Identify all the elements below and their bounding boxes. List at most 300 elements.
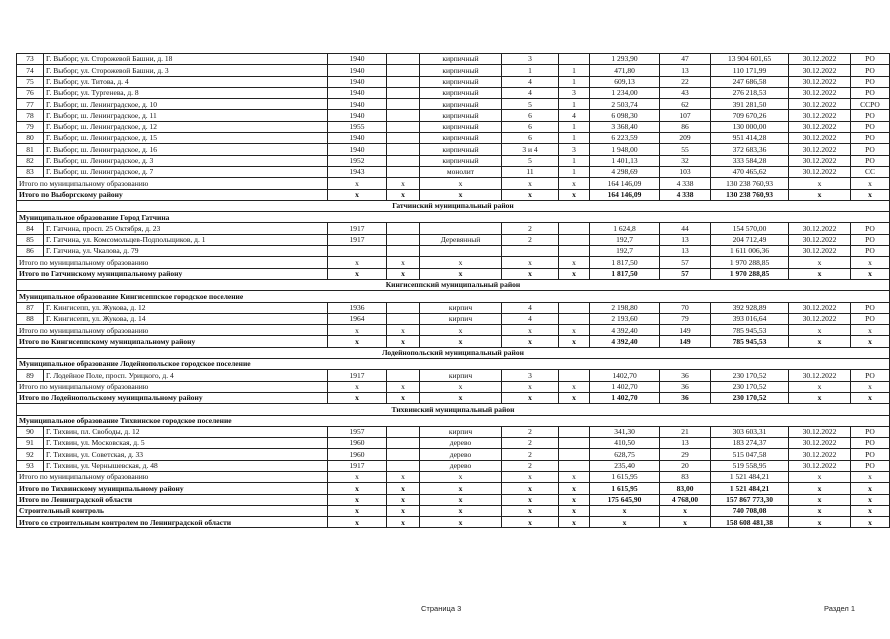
- table-row: [17, 302, 890, 313]
- cell-year-reconstruction: [387, 370, 420, 381]
- table-row: [17, 99, 890, 110]
- cell-row-number: 90: [17, 426, 44, 437]
- cell-year-built: 1917: [328, 234, 387, 245]
- cell-address: Г. Выборг, ш. Ленинградское, д. 11: [44, 110, 328, 121]
- cell-year-reconstruction: [387, 76, 420, 87]
- cell-wall-material: кирпичный: [420, 87, 502, 98]
- cell-completion-date: 30.12.2022: [789, 449, 851, 460]
- cell-completion-date: 30.12.2022: [789, 460, 851, 471]
- cell-entrances: [559, 426, 590, 437]
- cell-repair-method: РО: [851, 144, 890, 155]
- cell-year-reconstruction: x: [387, 189, 420, 200]
- grand-total-row: [17, 483, 890, 494]
- cell-address: Г. Выборг, ш. Ленинградское, д. 3: [44, 155, 328, 166]
- cell-cost: 391 281,50: [711, 99, 789, 110]
- cell-repair-method: РО: [851, 449, 890, 460]
- cell-row-number: 91: [17, 438, 44, 449]
- cell-entrances: x: [559, 325, 590, 336]
- total-label: Итого по муниципальному образованию: [17, 325, 328, 336]
- cell-completion-date: 30.12.2022: [789, 121, 851, 132]
- table-row: [17, 76, 890, 87]
- cell-floors: 4: [502, 76, 559, 87]
- cell-residents: 4 338: [660, 178, 711, 189]
- cell-residents: 55: [660, 144, 711, 155]
- cell-residents: 22: [660, 76, 711, 87]
- cell-repair-method: СС: [851, 166, 890, 177]
- cell-floors: [502, 246, 559, 257]
- cell-completion-date: 30.12.2022: [789, 438, 851, 449]
- cell-year-built: x: [328, 483, 387, 494]
- cell-residents: 79: [660, 313, 711, 324]
- cell-address: Г. Кингисепп, ул. Жукова, д. 14: [44, 313, 328, 324]
- cell-wall-material: кирпичный: [420, 133, 502, 144]
- cell-wall-material: кирпичный: [420, 65, 502, 76]
- cell-year-built: x: [328, 189, 387, 200]
- cell-floors: 2: [502, 438, 559, 449]
- cell-completion-date: 30.12.2022: [789, 234, 851, 245]
- cell-row-number: 83: [17, 166, 44, 177]
- cell-residents: 44: [660, 223, 711, 234]
- cell-year-reconstruction: x: [387, 494, 420, 505]
- cell-area: 341,30: [590, 426, 660, 437]
- cell-repair-method: x: [851, 268, 890, 279]
- cell-floors: x: [502, 189, 559, 200]
- cell-year-reconstruction: [387, 155, 420, 166]
- cell-floors: x: [502, 325, 559, 336]
- cell-entrances: [559, 246, 590, 257]
- cell-floors: x: [502, 381, 559, 392]
- cell-row-number: 85: [17, 234, 44, 245]
- cell-entrances: [559, 302, 590, 313]
- cell-cost: 230 170,52: [711, 381, 789, 392]
- table-row: [17, 438, 890, 449]
- cell-repair-method: РО: [851, 223, 890, 234]
- cell-wall-material: дерево: [420, 449, 502, 460]
- district-header-row: [17, 200, 890, 211]
- cell-year-reconstruction: [387, 460, 420, 471]
- cell-year-reconstruction: x: [387, 178, 420, 189]
- cell-wall-material: [420, 246, 502, 257]
- cell-year-reconstruction: x: [387, 483, 420, 494]
- cell-year-built: 1940: [328, 65, 387, 76]
- cell-area: 1 817,50: [590, 268, 660, 279]
- cell-floors: 6: [502, 121, 559, 132]
- subtotal-row: [17, 381, 890, 392]
- cell-address: Г. Выборг, ш. Ленинградское, д. 10: [44, 99, 328, 110]
- cell-cost: 951 414,28: [711, 133, 789, 144]
- cell-entrances: 3: [559, 87, 590, 98]
- cell-repair-method: x: [851, 483, 890, 494]
- municipality-header-row: [17, 291, 890, 302]
- subtotal-row: [17, 178, 890, 189]
- table-row: [17, 460, 890, 471]
- cell-address: Г. Тихвин, ул. Московская, д. 5: [44, 438, 328, 449]
- cell-address: Г. Гатчина, ул. Комсомольцев-Подпольщиков, д. 1: [44, 234, 328, 245]
- cell-wall-material: Деревянный: [420, 234, 502, 245]
- cell-year-reconstruction: x: [387, 268, 420, 279]
- cell-area: 192,7: [590, 246, 660, 257]
- cell-year-reconstruction: [387, 99, 420, 110]
- cell-year-built: 1940: [328, 54, 387, 65]
- grand-total-row: [17, 392, 890, 403]
- cell-row-number: 89: [17, 370, 44, 381]
- cell-row-number: 78: [17, 110, 44, 121]
- cell-year-reconstruction: [387, 110, 420, 121]
- table-row: [17, 223, 890, 234]
- cell-cost: 1 970 288,85: [711, 268, 789, 279]
- cell-wall-material: x: [420, 381, 502, 392]
- cell-residents: 20: [660, 460, 711, 471]
- cell-floors: x: [502, 257, 559, 268]
- cell-cost: 1 521 484,21: [711, 471, 789, 482]
- cell-row-number: 74: [17, 65, 44, 76]
- cell-cost: 110 171,99: [711, 65, 789, 76]
- cell-residents: 149: [660, 325, 711, 336]
- cell-wall-material: кирпичный: [420, 76, 502, 87]
- cell-area: 1 615,95: [590, 483, 660, 494]
- district-header-row: [17, 347, 890, 358]
- total-label: Итого по Выборгскому району: [17, 189, 328, 200]
- cell-year-reconstruction: x: [387, 336, 420, 347]
- cell-cost: 158 608 481,38: [711, 517, 789, 528]
- cell-repair-method: РО: [851, 460, 890, 471]
- cell-cost: 709 670,26: [711, 110, 789, 121]
- cell-completion-date: x: [789, 505, 851, 516]
- cell-completion-date: x: [789, 178, 851, 189]
- cell-residents: 86: [660, 121, 711, 132]
- cell-entrances: x: [559, 189, 590, 200]
- cell-completion-date: 30.12.2022: [789, 223, 851, 234]
- cell-repair-method: РО: [851, 234, 890, 245]
- cell-entrances: 1: [559, 65, 590, 76]
- cell-year-built: 1917: [328, 370, 387, 381]
- grand-total-row: [17, 505, 890, 516]
- cell-repair-method: РО: [851, 370, 890, 381]
- cell-repair-method: x: [851, 325, 890, 336]
- cell-entrances: x: [559, 381, 590, 392]
- cell-area: 175 645,90: [590, 494, 660, 505]
- municipality-title: Муниципальное образование Кингисеппское городское поселение: [17, 291, 890, 302]
- cell-floors: 2: [502, 460, 559, 471]
- cell-year-built: 1940: [328, 110, 387, 121]
- cell-year-built: 1964: [328, 313, 387, 324]
- cell-repair-method: ССРО: [851, 99, 890, 110]
- cell-repair-method: x: [851, 178, 890, 189]
- cell-wall-material: кирпичный: [420, 144, 502, 155]
- cell-cost: 1 521 484,21: [711, 483, 789, 494]
- cell-cost: 392 928,89: [711, 302, 789, 313]
- cell-cost: 154 570,00: [711, 223, 789, 234]
- cell-row-number: 76: [17, 87, 44, 98]
- cell-wall-material: кирпичный: [420, 99, 502, 110]
- municipality-title: Муниципальное образование Лодейнопольское городское поселение: [17, 359, 890, 370]
- cell-year-built: [328, 246, 387, 257]
- cell-repair-method: РО: [851, 438, 890, 449]
- cell-year-built: 1960: [328, 438, 387, 449]
- cell-year-reconstruction: x: [387, 325, 420, 336]
- cell-row-number: 92: [17, 449, 44, 460]
- cell-address: Г. Лодейное Поле, просп. Урицкого, д. 4: [44, 370, 328, 381]
- cell-residents: 70: [660, 302, 711, 313]
- cell-address: Г. Тихвин, ул. Чернышевская, д. 48: [44, 460, 328, 471]
- total-label: Итого по муниципальному образованию: [17, 381, 328, 392]
- cell-cost: 230 170,52: [711, 392, 789, 403]
- cell-cost: 204 712,49: [711, 234, 789, 245]
- cell-repair-method: РО: [851, 313, 890, 324]
- cell-entrances: 1: [559, 166, 590, 177]
- cell-completion-date: 30.12.2022: [789, 99, 851, 110]
- cell-year-reconstruction: x: [387, 505, 420, 516]
- cell-year-reconstruction: [387, 313, 420, 324]
- cell-address: Г. Выборг, ул. Сторожевой Башни, д. 3: [44, 65, 328, 76]
- cell-year-reconstruction: [387, 65, 420, 76]
- cell-completion-date: x: [789, 381, 851, 392]
- cell-residents: 13: [660, 234, 711, 245]
- cell-row-number: 73: [17, 54, 44, 65]
- cell-address: Г. Выборг, ш. Ленинградское, д. 7: [44, 166, 328, 177]
- cell-entrances: [559, 223, 590, 234]
- grand-total-row: [17, 336, 890, 347]
- cell-year-reconstruction: x: [387, 392, 420, 403]
- cell-area: 1 948,00: [590, 144, 660, 155]
- cell-residents: 29: [660, 449, 711, 460]
- cell-floors: x: [502, 494, 559, 505]
- total-label: Итого по Кингисеппскому муниципальному району: [17, 336, 328, 347]
- cell-residents: 107: [660, 110, 711, 121]
- cell-cost: 393 016,64: [711, 313, 789, 324]
- district-header-row: [17, 279, 890, 290]
- section-label: Раздел 1: [823, 604, 855, 613]
- cell-wall-material: x: [420, 483, 502, 494]
- cell-wall-material: кирпичный: [420, 54, 502, 65]
- cell-floors: 2: [502, 449, 559, 460]
- cell-completion-date: 30.12.2022: [789, 166, 851, 177]
- cell-year-reconstruction: x: [387, 471, 420, 482]
- cell-completion-date: 30.12.2022: [789, 302, 851, 313]
- cell-completion-date: x: [789, 189, 851, 200]
- cell-cost: 130 238 760,93: [711, 189, 789, 200]
- cell-repair-method: x: [851, 257, 890, 268]
- cell-entrances: x: [559, 178, 590, 189]
- cell-wall-material: кирпичный: [420, 110, 502, 121]
- cell-area: 4 298,69: [590, 166, 660, 177]
- cell-entrances: x: [559, 392, 590, 403]
- cell-completion-date: 30.12.2022: [789, 133, 851, 144]
- cell-wall-material: x: [420, 325, 502, 336]
- cell-cost: 157 867 773,30: [711, 494, 789, 505]
- cell-residents: 36: [660, 381, 711, 392]
- cell-entrances: x: [559, 336, 590, 347]
- cell-area: 164 146,09: [590, 189, 660, 200]
- cell-residents: 13: [660, 246, 711, 257]
- cell-wall-material: монолит: [420, 166, 502, 177]
- municipality-header-row: [17, 212, 890, 223]
- cell-year-built: x: [328, 268, 387, 279]
- total-label: Итого со строительным контролем по Ленинградской области: [17, 517, 328, 528]
- cell-wall-material: x: [420, 494, 502, 505]
- cell-row-number: 75: [17, 76, 44, 87]
- cell-floors: x: [502, 268, 559, 279]
- cell-year-reconstruction: [387, 438, 420, 449]
- cell-residents: 57: [660, 268, 711, 279]
- cell-repair-method: x: [851, 392, 890, 403]
- cell-cost: 515 047,58: [711, 449, 789, 460]
- cell-address: Г. Гатчина, ул. Чкалова, д. 79: [44, 246, 328, 257]
- cell-year-built: 1936: [328, 302, 387, 313]
- cell-year-built: 1955: [328, 121, 387, 132]
- cell-year-built: 1940: [328, 87, 387, 98]
- cell-repair-method: РО: [851, 302, 890, 313]
- municipality-title: Муниципальное образование Тихвинское городское поселение: [17, 415, 890, 426]
- cell-year-built: x: [328, 494, 387, 505]
- cell-area: 2 198,80: [590, 302, 660, 313]
- cell-wall-material: x: [420, 268, 502, 279]
- cell-area: 1 402,70: [590, 381, 660, 392]
- cell-floors: x: [502, 392, 559, 403]
- cell-year-reconstruction: [387, 121, 420, 132]
- cell-address: Г. Выборг, ул. Тургенева, д. 8: [44, 87, 328, 98]
- table-row: [17, 370, 890, 381]
- cell-area: 628,75: [590, 449, 660, 460]
- cell-completion-date: x: [789, 325, 851, 336]
- cell-address: Г. Выборг, ул. Сторожевой Башни, д. 18: [44, 54, 328, 65]
- cell-completion-date: x: [789, 392, 851, 403]
- cell-completion-date: 30.12.2022: [789, 426, 851, 437]
- cell-area: 3 368,40: [590, 121, 660, 132]
- cell-area: 6 223,59: [590, 133, 660, 144]
- cell-year-reconstruction: [387, 87, 420, 98]
- cell-area: 410,50: [590, 438, 660, 449]
- cell-cost: 130 000,00: [711, 121, 789, 132]
- cell-entrances: [559, 460, 590, 471]
- cell-residents: 13: [660, 438, 711, 449]
- table-row: [17, 426, 890, 437]
- cell-entrances: [559, 438, 590, 449]
- cell-entrances: [559, 449, 590, 460]
- cell-area: 6 098,30: [590, 110, 660, 121]
- cell-row-number: 80: [17, 133, 44, 144]
- cell-residents: 32: [660, 155, 711, 166]
- cell-wall-material: кирпич: [420, 370, 502, 381]
- cell-area: 471,80: [590, 65, 660, 76]
- cell-entrances: [559, 54, 590, 65]
- cell-entrances: x: [559, 257, 590, 268]
- cell-year-reconstruction: [387, 133, 420, 144]
- cell-floors: x: [502, 517, 559, 528]
- cell-year-built: 1952: [328, 155, 387, 166]
- grand-total-row: [17, 268, 890, 279]
- cell-entrances: [559, 234, 590, 245]
- cell-entrances: x: [559, 483, 590, 494]
- cell-entrances: [559, 313, 590, 324]
- cell-area: 609,13: [590, 76, 660, 87]
- cell-wall-material: x: [420, 257, 502, 268]
- cell-year-built: 1940: [328, 76, 387, 87]
- table-row: [17, 246, 890, 257]
- cell-residents: 13: [660, 65, 711, 76]
- cell-area: x: [590, 517, 660, 528]
- cell-year-reconstruction: [387, 223, 420, 234]
- cell-residents: 36: [660, 370, 711, 381]
- cell-residents: 4 768,00: [660, 494, 711, 505]
- cell-row-number: 82: [17, 155, 44, 166]
- grand-total-row: [17, 517, 890, 528]
- cell-year-built: 1943: [328, 166, 387, 177]
- cell-floors: x: [502, 483, 559, 494]
- cell-year-reconstruction: x: [387, 257, 420, 268]
- cell-completion-date: 30.12.2022: [789, 110, 851, 121]
- cell-year-built: x: [328, 336, 387, 347]
- table-row: [17, 133, 890, 144]
- cell-year-built: x: [328, 257, 387, 268]
- cell-residents: 57: [660, 257, 711, 268]
- cell-address: Г. Выборг, ш. Ленинградское, д. 15: [44, 133, 328, 144]
- cell-year-built: x: [328, 178, 387, 189]
- cell-cost: 183 274,37: [711, 438, 789, 449]
- total-label: Итого по муниципальному образованию: [17, 471, 328, 482]
- table-row: [17, 449, 890, 460]
- cell-address: Г. Тихвин, пл. Свободы, д. 12: [44, 426, 328, 437]
- cell-floors: 1: [502, 65, 559, 76]
- table-row: [17, 144, 890, 155]
- cell-floors: 2: [502, 234, 559, 245]
- municipality-header-row: [17, 415, 890, 426]
- cell-area: 1 624,8: [590, 223, 660, 234]
- cell-wall-material: дерево: [420, 460, 502, 471]
- cell-year-reconstruction: [387, 302, 420, 313]
- cell-area: 192,7: [590, 234, 660, 245]
- cell-cost: 276 218,53: [711, 87, 789, 98]
- cell-repair-method: РО: [851, 133, 890, 144]
- cell-wall-material: x: [420, 189, 502, 200]
- cell-completion-date: 30.12.2022: [789, 87, 851, 98]
- cell-repair-method: x: [851, 189, 890, 200]
- cell-year-reconstruction: [387, 449, 420, 460]
- cell-wall-material: x: [420, 336, 502, 347]
- cell-cost: 470 465,62: [711, 166, 789, 177]
- grand-total-row: [17, 189, 890, 200]
- cell-wall-material: кирпичный: [420, 121, 502, 132]
- cell-cost: 1 611 006,36: [711, 246, 789, 257]
- total-label: Итого по Ленинградской области: [17, 494, 328, 505]
- cell-cost: 740 708,08: [711, 505, 789, 516]
- cell-repair-method: РО: [851, 65, 890, 76]
- cell-wall-material: x: [420, 178, 502, 189]
- total-label: Итого по муниципальному образованию: [17, 257, 328, 268]
- table-row: [17, 87, 890, 98]
- table-row: [17, 110, 890, 121]
- table-row: [17, 166, 890, 177]
- cell-repair-method: РО: [851, 54, 890, 65]
- district-title: Кингисеппский муниципальный район: [17, 279, 890, 290]
- cell-repair-method: x: [851, 381, 890, 392]
- total-label: Итого по Лодейнопольскому муниципальному району: [17, 392, 328, 403]
- district-header-row: [17, 404, 890, 415]
- cell-completion-date: 30.12.2022: [789, 65, 851, 76]
- cell-area: 1 817,50: [590, 257, 660, 268]
- cell-floors: x: [502, 336, 559, 347]
- cell-row-number: 81: [17, 144, 44, 155]
- cell-completion-date: 30.12.2022: [789, 144, 851, 155]
- cell-year-built: 1940: [328, 144, 387, 155]
- cell-year-reconstruction: [387, 426, 420, 437]
- cell-year-built: x: [328, 471, 387, 482]
- page-number: Страница 3: [421, 604, 462, 613]
- cell-area: 1 293,90: [590, 54, 660, 65]
- cell-completion-date: x: [789, 336, 851, 347]
- cell-cost: 333 584,28: [711, 155, 789, 166]
- cell-year-reconstruction: [387, 234, 420, 245]
